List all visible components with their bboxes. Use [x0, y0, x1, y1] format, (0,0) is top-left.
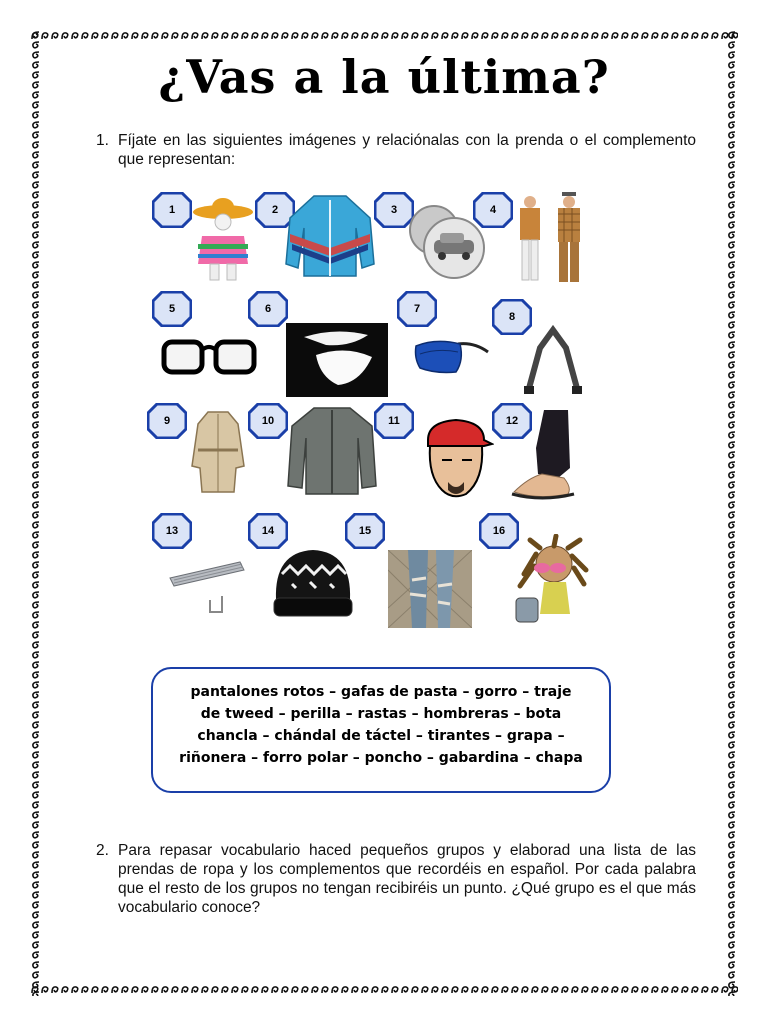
ripped-jeans-icon: [388, 550, 472, 628]
vocabulary-word-box: [151, 667, 611, 793]
item-number: 14: [261, 525, 275, 537]
poncho-figure-icon: [188, 196, 258, 286]
item-number: 2: [271, 204, 279, 216]
word-box-line: chancla – chándal de táctel – tirantes – grapa –: [197, 728, 565, 744]
item-number: 6: [264, 303, 272, 315]
word-box-line: riñonera – forro polar – poncho – gabardina – chapa: [179, 750, 583, 766]
page-title: ¿Vas a la última?: [158, 50, 610, 104]
glasses-icon: [160, 334, 258, 382]
item-number: 5: [168, 303, 176, 315]
fleece-jacket-icon: [286, 404, 378, 498]
item-badge-7: [397, 291, 437, 327]
instruction-number: 1.: [96, 132, 109, 149]
instruction-text: Para repasar vocabulario haced pequeños grupos y elaborad una lista de las prendas de ropa y los complementos que recordéis en español. Por cada palabra que el resto de los grupos no tengan recibiréis un punto. ¿Qué grupo es el que más vocabulario conoce?: [118, 842, 696, 916]
item-number: 7: [413, 303, 421, 315]
item-number: 15: [358, 525, 372, 537]
item-badge-13: [152, 513, 192, 549]
item-badge-5: [152, 291, 192, 327]
page-border-left: [30, 30, 42, 996]
suspenders-icon: [518, 320, 588, 396]
item-number: 16: [492, 525, 506, 537]
item-badge-11: [374, 403, 414, 439]
beanie-hat-icon: [270, 544, 356, 620]
trench-coat-icon: [190, 410, 246, 496]
flip-flop-boot-icon: [508, 408, 582, 500]
instruction-1: [96, 131, 696, 169]
page-border-right: [726, 30, 738, 996]
item-number: 10: [261, 415, 275, 427]
item-number: 4: [489, 204, 497, 216]
word-box-line: de tweed – perilla – rastas – hombreras – bota: [200, 706, 562, 722]
instruction-text: Fíjate en las siguientes imágenes y relaciónalas con la prenda o el complemento que representan:: [118, 132, 696, 168]
item-number: 9: [163, 415, 171, 427]
shoulder-pads-icon: [286, 323, 388, 397]
item-badge-15: [345, 513, 385, 549]
tracksuit-jacket-icon: [284, 190, 376, 282]
item-badge-1: [152, 192, 192, 228]
page-border-bottom: [30, 984, 738, 996]
instruction-number: 2.: [96, 842, 109, 859]
item-number: 13: [165, 525, 179, 537]
goatee-face-icon: [414, 410, 494, 504]
page-border-top: [30, 30, 738, 42]
item-badge-9: [147, 403, 187, 439]
item-badge-4: [473, 192, 513, 228]
instruction-2: [96, 841, 696, 917]
item-number: 1: [168, 204, 176, 216]
dreadlocks-character-icon: [508, 534, 590, 628]
item-number: 8: [508, 311, 516, 323]
item-badge-10: [248, 403, 288, 439]
fanny-pack-icon: [412, 334, 492, 378]
item-number: 11: [388, 415, 400, 427]
item-badge-6: [248, 291, 288, 327]
item-number: 3: [390, 204, 398, 216]
word-box-line: pantalones rotos – gafas de pasta – gorro – traje: [190, 684, 572, 700]
item-number: 12: [505, 415, 519, 427]
staples-icon: [166, 556, 250, 618]
tweed-suit-icon: [512, 190, 590, 288]
